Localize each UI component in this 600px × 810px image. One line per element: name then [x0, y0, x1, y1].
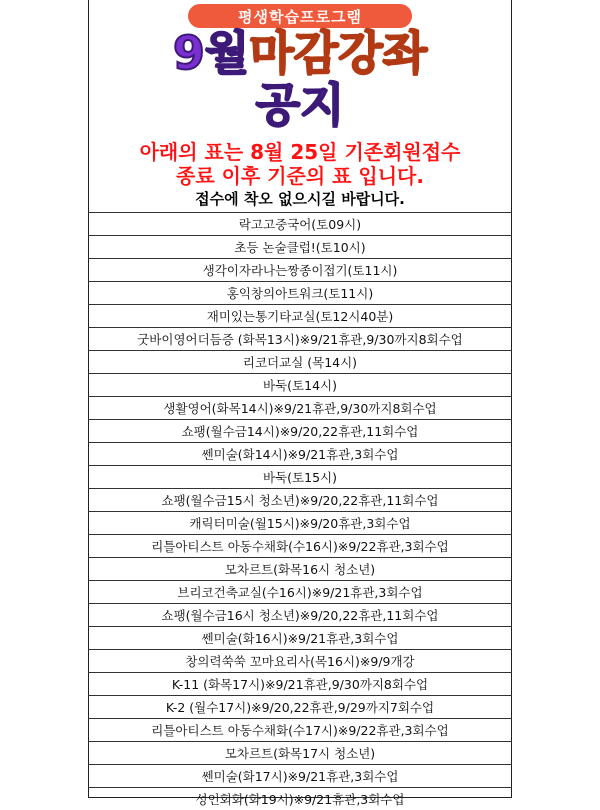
- course-name-cell: 생각이자라나는짱종이접기(토11시): [88, 259, 512, 282]
- course-name-cell: 바둑(토15시): [88, 466, 512, 489]
- table-row: [88, 558, 512, 581]
- course-name-cell: 초등 논술클럽!(토10시): [88, 236, 512, 259]
- course-name-cell: 창의력쑥쑥 꼬마요리사(목16시)※9/9개강: [88, 650, 512, 673]
- table-row: [88, 351, 512, 374]
- table-row: [88, 788, 512, 810]
- table-row: [88, 650, 512, 673]
- table-row: [88, 581, 512, 604]
- course-name-cell: 쇼팽(월수금15시 청소년)※9/20,22휴관,11회수업: [88, 489, 512, 512]
- table-row: [88, 604, 512, 627]
- course-name-cell: K-2 (월수17시)※9/20,22휴관,9/29까지7회수업: [88, 696, 512, 719]
- notice-line-2: 종료 이후 기준의 표 입니다.: [0, 164, 600, 188]
- table-row: [88, 742, 512, 765]
- table-row: [88, 719, 512, 742]
- table-row: [88, 213, 512, 236]
- table-row: [88, 397, 512, 420]
- table-row: [88, 535, 512, 558]
- title-highlight: 마감강좌: [249, 26, 427, 80]
- title-line-1: [0, 28, 600, 78]
- notice-line-3: 접수에 착오 없으시길 바랍니다.: [0, 188, 600, 210]
- table-row: [88, 696, 512, 719]
- course-name-cell: 쇼팽(월수금14시)※9/20,22휴관,11회수업: [88, 420, 512, 443]
- title-month: 9월: [173, 26, 249, 80]
- course-name-cell: 쎈미술(화17시)※9/21휴관,3회수업: [88, 765, 512, 788]
- course-name-cell: K-11 (화목17시)※9/21휴관,9/30까지8회수업: [88, 673, 512, 696]
- course-table: [88, 212, 512, 810]
- course-name-cell: 모차르트(화목17시 청소년): [88, 742, 512, 765]
- course-name-cell: 캐릭터미술(월15시)※9/20휴관,3회수업: [88, 512, 512, 535]
- course-name-cell: 브리코건축교실(수16시)※9/21휴관,3회수업: [88, 581, 512, 604]
- course-name-cell: 쎈미술(화14시)※9/21휴관,3회수업: [88, 443, 512, 466]
- course-name-cell: 생활영어(화목14시)※9/21휴관,9/30까지8회수업: [88, 397, 512, 420]
- table-row: [88, 512, 512, 535]
- course-name-cell: 성인회화(화19시)※9/21휴관,3회수업: [88, 788, 512, 810]
- table-row: [88, 374, 512, 397]
- table-row: [88, 765, 512, 788]
- program-badge: 평생학습프로그램: [188, 4, 412, 28]
- table-row: [88, 627, 512, 650]
- table-row: [88, 673, 512, 696]
- course-name-cell: 재미있는통기타교실(토12시40분): [88, 305, 512, 328]
- table-row: [88, 259, 512, 282]
- title-notice: 공지: [256, 78, 345, 132]
- table-row: [88, 328, 512, 351]
- course-name-cell: 홍익창의아트워크(토11시): [88, 282, 512, 305]
- table-row: [88, 236, 512, 259]
- table-row: [88, 305, 512, 328]
- course-name-cell: 쎈미술(화16시)※9/21휴관,3회수업: [88, 627, 512, 650]
- notice-line-1: 아래의 표는 8월 25일 기존회원접수: [0, 140, 600, 164]
- course-name-cell: 리틀아티스트 아동수채화(수17시)※9/22휴관,3회수업: [88, 719, 512, 742]
- table-row: [88, 420, 512, 443]
- course-name-cell: 리틀아티스트 아동수채화(수16시)※9/22휴관,3회수업: [88, 535, 512, 558]
- table-row: [88, 489, 512, 512]
- course-name-cell: 모차르트(화목16시 청소년): [88, 558, 512, 581]
- course-name-cell: 굿바이영어더듬증 (화목13시)※9/21휴관,9/30까지8회수업: [88, 328, 512, 351]
- course-name-cell: 바둑(토14시): [88, 374, 512, 397]
- table-row: [88, 282, 512, 305]
- course-name-cell: 쇼팽(월수금16시 청소년)※9/20,22휴관,11회수업: [88, 604, 512, 627]
- course-name-cell: 락고고중국어(토09시): [88, 213, 512, 236]
- course-name-cell: 리코더교실 (목14시): [88, 351, 512, 374]
- table-row: [88, 443, 512, 466]
- title-line-2: [0, 80, 600, 130]
- table-row: [88, 466, 512, 489]
